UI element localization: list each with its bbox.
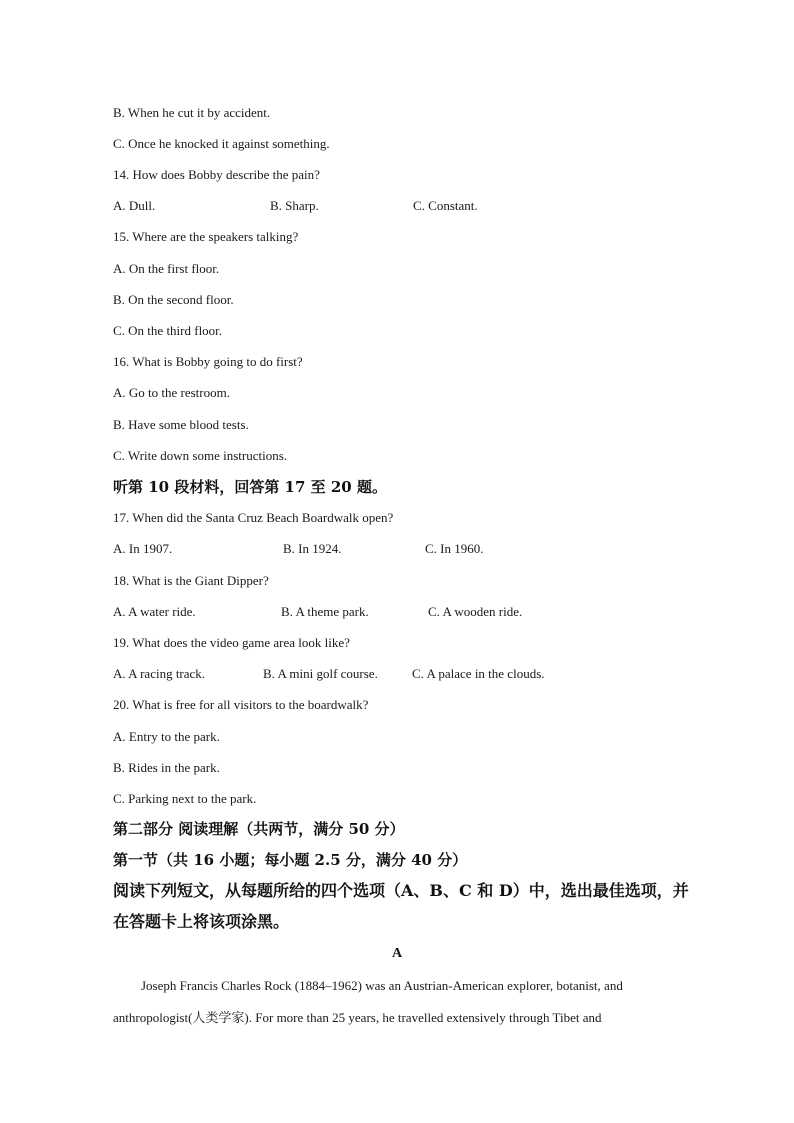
q17-option-a: A. In 1907. xyxy=(113,541,173,556)
q19-option-b: B. A mini golf course. xyxy=(263,666,378,681)
q19-option-c: C. A palace in the clouds. xyxy=(412,666,545,681)
q18-option-b: B. A theme park. xyxy=(281,604,369,619)
q16-question: 16. What is Bobby going to do first? xyxy=(113,354,303,369)
q15-option-b: B. On the second floor. xyxy=(113,292,234,307)
q20-option-b: B. Rides in the park. xyxy=(113,760,220,775)
passage-line-1: Joseph Francis Charles Rock (1884–1962) was an Austrian-American explorer, botanist, and xyxy=(141,978,623,993)
q16-option-b: B. Have some blood tests. xyxy=(113,417,249,432)
q17-question: 17. When did the Santa Cruz Beach Boardwalk open? xyxy=(113,510,394,525)
q18-option-c: C. A wooden ride. xyxy=(428,604,523,619)
q14-question: 14. How does Bobby describe the pain? xyxy=(113,167,320,182)
instructions-line-1: 阅读下列短文，从每题所给的四个选项（A、B、C 和 D）中，选出最佳选项，并 xyxy=(113,881,689,900)
q14-option-b: B. Sharp. xyxy=(270,198,319,213)
q15-question: 15. Where are the speakers talking? xyxy=(113,229,299,244)
q17-option-b: B. In 1924. xyxy=(283,541,342,556)
q14-option-a: A. Dull. xyxy=(113,198,156,213)
q16-option-c: C. Write down some instructions. xyxy=(113,448,288,463)
q15-option-c: C. On the third floor. xyxy=(113,323,223,338)
q13-option-c: C. Once he knocked it against something. xyxy=(113,136,330,151)
instructions-line-2: 在答题卡上将该项涂黑。 xyxy=(113,912,290,931)
q20-option-a: A. Entry to the park. xyxy=(113,729,220,744)
q17-option-c: C. In 1960. xyxy=(425,541,484,556)
q15-option-a: A. On the first floor. xyxy=(113,261,220,276)
q19-question: 19. What does the video game area look like? xyxy=(113,635,350,650)
q13-option-b: B. When he cut it by accident. xyxy=(113,105,271,120)
q19-option-a: A. A racing track. xyxy=(113,666,206,681)
section-1-heading: 第一节（共 16 小题；每小题 2.5 分，满分 40 分） xyxy=(113,851,468,869)
part-2-heading: 第二部分 阅读理解（共两节，满分 50 分） xyxy=(113,820,405,838)
q18-question: 18. What is the Giant Dipper? xyxy=(113,573,269,588)
q18-option-a: A. A water ride. xyxy=(113,604,196,619)
q16-option-a: A. Go to the restroom. xyxy=(113,385,230,400)
q20-option-c: C. Parking next to the park. xyxy=(113,791,257,806)
passage-label: A xyxy=(391,946,403,961)
q20-question: 20. What is free for all visitors to the boardwalk? xyxy=(113,697,369,712)
q14-option-c: C. Constant. xyxy=(413,198,478,213)
passage-line-2: anthropologist(人类学家). For more than 25 years, he travelled extensively through Tibet and xyxy=(113,1010,602,1025)
section-10-heading: 听第 10 段材料，回答第 17 至 20 题。 xyxy=(113,478,387,496)
